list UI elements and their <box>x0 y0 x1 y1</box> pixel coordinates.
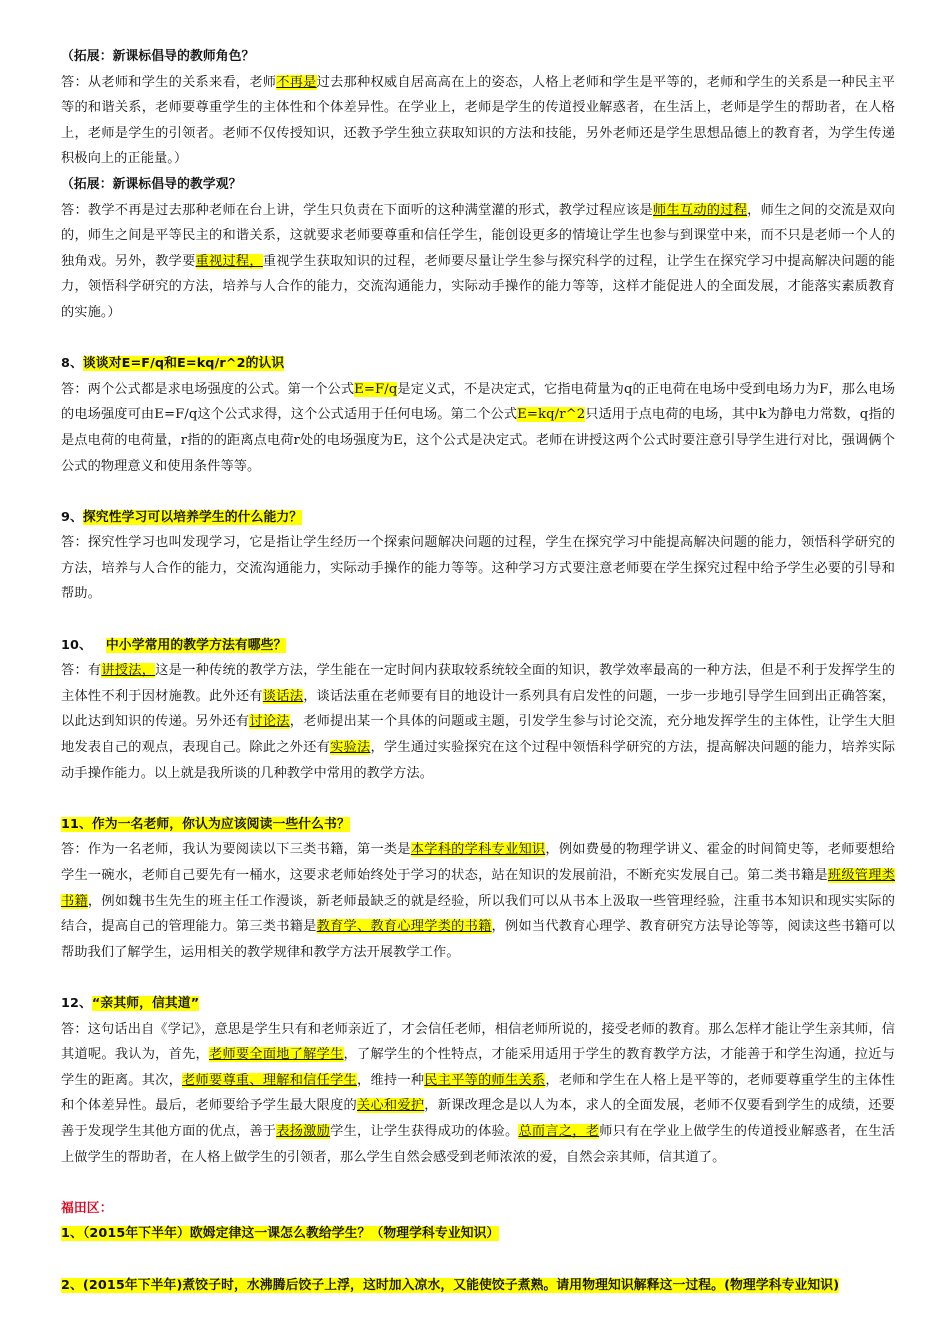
answer-text: 答：这句话出自《学记》，意思是学生只有和老师亲近了，才会信任老师，相信老师所说的，接受老师的教育。那么怎样才能让学生亲其师，信其道呢。我认为，首先， <box>61 1021 895 1063</box>
answer-text: 是定义式，不是决定式，它指电荷量为q的正电荷在电场中受到电场力为F，那么电场的电场强度可由E=F/q这个公式求得，这个公式适用于任何电场。第二个公式 <box>61 381 895 423</box>
answer-text: 答：两个公式都是求电场强度的公式。第一个公式 <box>61 381 355 397</box>
highlight: 班级管理类书籍 <box>61 868 895 909</box>
question-number: 9、 <box>61 509 83 525</box>
answer-9: 答：探究性学习也叫发现学习，它是指让学生经历一个探索问题解决问题的过程，学生在探究学习中能提高解决问题的能力，领悟科学研究的方法，培养与人合作的能力，交流沟通能力，实际动手操作的能力等等。这种学习方式要注意老师要在学生探究过程中给予学生必要的引导和帮助。 <box>61 535 895 602</box>
extension-question-teacher-role: （拓展：新课标倡导的教师角色？ <box>61 49 255 64</box>
question-11 <box>61 812 895 838</box>
section-title-futian: 福田区： <box>61 1200 113 1216</box>
answer-text: ，师生之间的交流是双向的，师生之间是平等民主的和谐关系，这就要求老师要尊重和信任学生，能创设更多的情境让学生也参与到课堂中来，而不只是老师一个人的独角戏。另外，教学要 <box>61 202 895 269</box>
highlight: 讨论法 <box>249 714 290 730</box>
answer-text: 答：有 <box>61 663 102 679</box>
answer-text: 答：教学不再是过去那种老师在台上讲，学生只负责在下面听的这种满堂灌的形式，教学过程应该是 <box>61 202 653 218</box>
question-text: 11、作为一名老师，你认为应该阅读一些什么书？ <box>61 816 350 832</box>
answer-text: 这是一种传统的教学方法，学生能在一定时间内获取较系统较全面的知识，教学效率最高的一种方法，但是不利于发挥学生的主体性不利于因材施教。此外还有 <box>61 663 896 704</box>
answer-text: ，老师提出某一个具体的问题或主题，引发学生参与讨论交流，充分地发挥学生的主体性，让学生大胆地发表自己的观点，表现自己。除此之外还有 <box>61 714 895 756</box>
answer-text: ，了解学生的个性特点，才能采用适用于学生的教育教学方法，才能善于和学生沟通，拉近与学生的距离。其次， <box>61 1047 895 1088</box>
highlight: 重视过程， <box>195 253 263 269</box>
answer-text: ，例如魏书生先生的班主任工作漫谈，新老师最缺乏的就是经验，所以我们可以从书本上汲取一些管理经验，注重书本知识和现实实际的结合，提高自己的管理能力。第三类书籍是 <box>61 893 896 935</box>
answer-teacher-role <box>61 70 895 172</box>
highlight: 不再是 <box>276 74 317 90</box>
question-text: 探究性学习可以培养学生的什么能力？ <box>82 509 303 525</box>
answer-teaching-view <box>61 198 895 326</box>
answer-text: 答：从老师和学生的关系来看，老师 <box>61 74 277 90</box>
highlight: 表扬激励 <box>276 1123 331 1139</box>
question-12 <box>61 991 895 1017</box>
question-9 <box>61 505 895 531</box>
question-number: 8、 <box>61 356 83 372</box>
answer-text: ，例如费曼的物理学讲义、霍金的时间简史等，老师要想给学生一碗水，老师自己要先有一桶水，这要求老师始终处于学习的状态，站在知识的发展前沿，不断充实发展自己。第二类书籍是 <box>61 842 895 883</box>
answer-text: 答：作为一名老师，我认为要阅读以下三类书籍，第一类是 <box>61 842 411 858</box>
answer-11 <box>61 837 895 965</box>
question-text: 2、(2015年下半年)煮饺子时，水沸腾后饺子上浮，这时加入凉水，又能使饺子煮熟。请用物理知识解释这一过程。(物理学科专业知识) <box>61 1277 840 1293</box>
highlight: E=F/q <box>354 381 398 397</box>
answer-8 <box>61 377 895 479</box>
answer-12 <box>61 1017 895 1171</box>
document-page <box>61 44 895 1298</box>
answer-10 <box>61 658 895 786</box>
answer-text: ，谈话法重在老师要有目的地设计一系列具有启发性的问题，一步一步地引导学生回到出正确答案，以此达到知识的传递。另外还有 <box>61 688 895 730</box>
highlight: 师生互动的过程 <box>652 202 748 218</box>
question-text: 中小学常用的教学方法有哪些？ <box>105 637 287 653</box>
question-10 <box>61 633 895 659</box>
answer-text: 重视学生获取知识的过程，老师要尽量让学生参与探究科学的过程，让学生在探究学习中提高解决问题的能力，领悟科学研究的方法，培养与人合作的能力，交流沟通能力，实际动手操作的能力等等，这样才能促进人的全面发展，才能落实素质教育的实施。） <box>61 253 896 320</box>
answer-text: ，老师和学生在人格上是平等的，老师要尊重学生的主体性和个体差异性。最后，老师要给予学生最大限度的 <box>61 1072 896 1114</box>
highlight: 本学科的学科专业知识 <box>410 842 546 858</box>
futian-question-2 <box>61 1273 895 1299</box>
highlight: E=kq/r^2 <box>517 407 586 423</box>
highlight: 谈话法 <box>262 688 304 704</box>
answer-text: 学生，让学生获得成功的体验。 <box>330 1123 519 1139</box>
highlight: 讲授法， <box>101 663 156 679</box>
answer-text: ，新课改理念是以人为本，求人的全面发展，老师不仅要看到学生的成绩，还要善于发现学生其他方面的优点，善于 <box>61 1098 896 1139</box>
question-text: 1、（2015年下半年）欧姆定律这一课怎么教给学生？（物理学科专业知识） <box>61 1226 500 1242</box>
answer-text: 只适用于点电荷的电场，其中k为静电力常数，q指的是点电荷的电荷量，r指的的距离点电荷r处的电场强度为E，这个公式是决定式。老师在讲授这两个公式时要注意引导学生进行对比，强调俩个公式的物理意义和使用条件等等。 <box>61 407 895 474</box>
question-number: 10、 <box>61 637 92 653</box>
highlight: 实验法 <box>330 740 371 756</box>
highlight: 总而言之，老 <box>518 1123 600 1139</box>
answer-text: ，例如当代教育心理学、教育研究方法导论等等，阅读这些书籍可以帮助我们了解学生，运用相关的教学规律和教学方法开展教学工作。 <box>61 919 895 960</box>
question-text: 谈谈对E=F/q和E=kq/r^2的认识 <box>82 356 285 372</box>
answer-text: 师只有在学业上做学生的传道授业解惑者，在生活上做学生的帮助者，在人格上做学生的引领者，那么学生自然会感受到老师浓浓的爱，自然会亲其师，信其道了。 <box>61 1123 896 1165</box>
answer-text: 过去那种权威自居高高在上的姿态，人格上老师和学生是平等的，老师和学生的关系是一种民主平等的和谐关系，老师要尊重学生的主体性和个体差异性。在学业上，老师是学生的传道授业解惑者，在生活上，老师是学生的帮助者，在人格上，老师是学生的引领者。老师不仅传授知识，还教予学生独立获取知识的方法和技能，另外老师还是学生思想品德上的教育者，为学生传递积极向上的正能量。） <box>61 74 895 167</box>
question-text: “亲其师，信其道” <box>91 995 200 1011</box>
extension-question-teaching-view: （拓展：新课标倡导的教学观？ <box>61 176 242 192</box>
highlight: 老师要尊重、理解和信任学生 <box>182 1072 357 1088</box>
futian-question-1 <box>61 1221 895 1247</box>
highlight: 关心和爱护 <box>357 1098 425 1114</box>
highlight: 老师要全面地了解学生 <box>209 1047 344 1063</box>
answer-text: ，维持一种 <box>357 1072 425 1088</box>
highlight: 教育学、教育心理学类的书籍 <box>316 919 492 935</box>
question-number: 12、 <box>61 995 92 1011</box>
highlight: 民主平等的师生关系 <box>424 1072 546 1088</box>
question-8 <box>61 351 895 377</box>
answer-text: ，学生通过实验探究在这个过程中领悟科学研究的方法，提高解决问题的能力，培养实际动手操作能力。以上就是我所谈的几种教学中常用的教学方法。 <box>61 740 895 781</box>
